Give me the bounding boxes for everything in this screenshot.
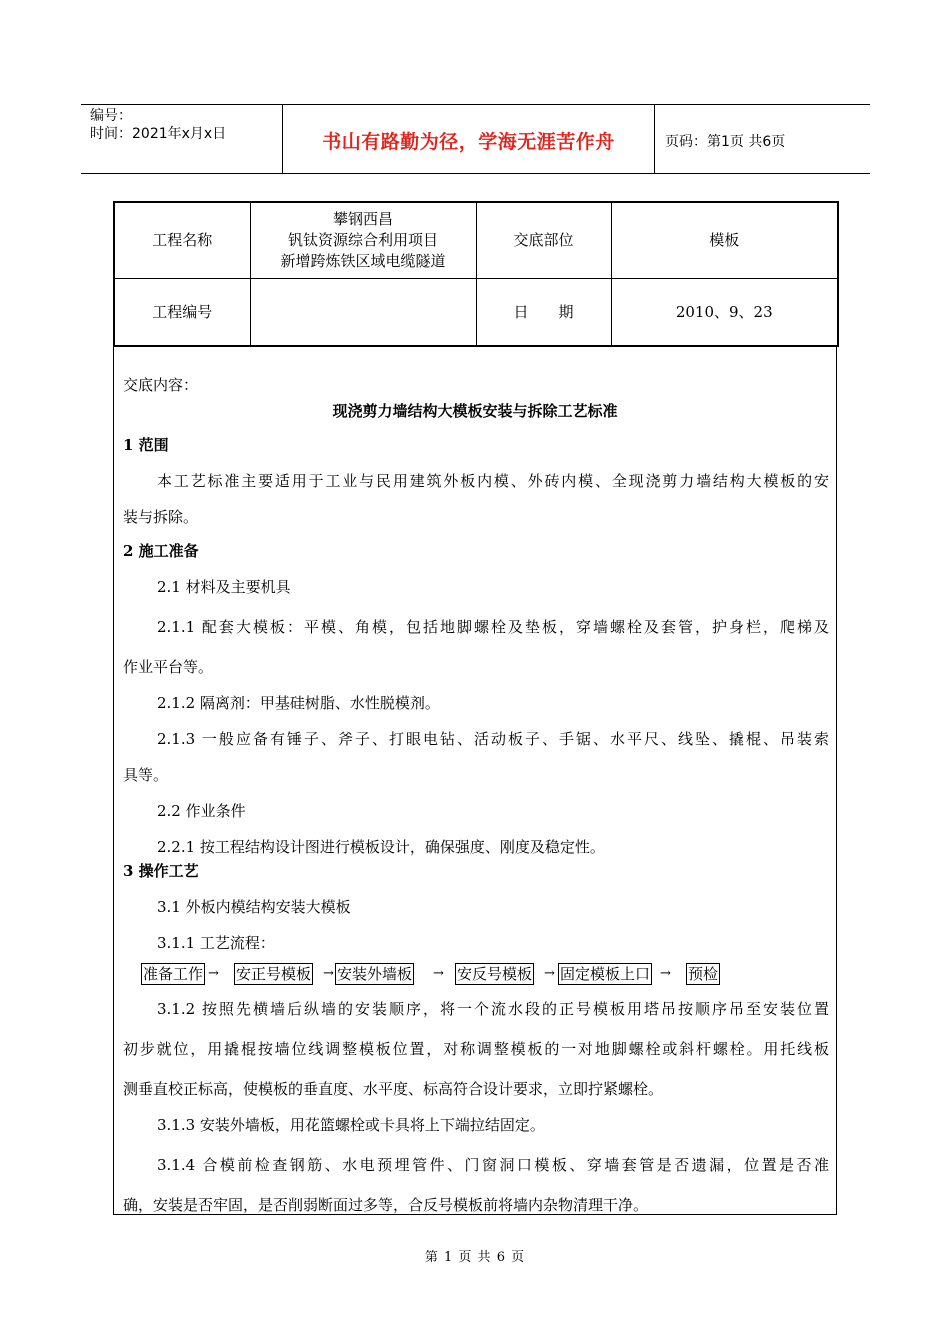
arrow-right-icon: →	[660, 966, 671, 981]
flow-step: 准备工作	[143, 965, 204, 983]
subsection-heading: 3.1 外板内模结构安装大模板	[157, 898, 351, 916]
project-name-value	[250, 202, 476, 279]
project-name-line: 攀钢西昌	[332, 210, 393, 228]
header-meta	[90, 107, 226, 143]
section-heading: 1 范围	[123, 436, 169, 454]
paragraph-line: 2.1.1 配套大模板：平模、角模，包括地脚螺栓及垫板，穿墙螺栓及套管，护身栏，爬梯及	[157, 618, 829, 636]
paragraph-line: 3.1.4 合模前检查钢筋、水电预埋管件、门窗洞口模板、穿墙套管是否遗漏，位置是否准	[157, 1156, 829, 1174]
table-row	[114, 202, 838, 279]
paragraph-line: 确，安装是否牢固，是否削弱断面过多等，合反号模板前将墙内杂物清理干净。	[123, 1196, 649, 1214]
paragraph-line: 3.1.2 按照先横墙后纵墙的安装顺序，将一个流水段的正号模板用塔吊按顺序吊至安装位置	[157, 1000, 829, 1018]
section-1	[123, 427, 829, 535]
paragraph-line: 2.1.3 一般应备有锤子、斧子、打眼电钻、活动板子、手锯、水平尺、线坠、撬棍、吊装索	[157, 730, 829, 748]
section-3	[123, 853, 829, 961]
document-number-label: 编号：	[90, 108, 132, 124]
handover-content-box	[113, 347, 837, 1215]
subsection-heading: 2.1 材料及主要机具	[157, 578, 291, 596]
section-3-body	[123, 991, 829, 1223]
section-2-body	[123, 569, 829, 865]
flow-step: 安装外墙板	[337, 965, 413, 983]
project-no-label: 工程编号	[114, 279, 250, 347]
section-2	[123, 533, 829, 569]
flow-step: 安反号模板	[457, 965, 533, 983]
project-name-line: 新增跨炼铁区域电缆隧道	[280, 252, 446, 270]
handover-part-value: 模板	[611, 202, 838, 279]
date-label: 日 期	[476, 279, 611, 347]
paragraph-line: 2.1.2 隔离剂：甲基硅树脂、水性脱模剂。	[157, 694, 440, 712]
intro-label: 交底内容：	[123, 376, 199, 394]
date-value: 2010、9、23	[611, 279, 838, 347]
paragraph-line: 3.1.3 安装外墙板，用花篮螺栓或卡具将上下端拉结固定。	[157, 1116, 545, 1134]
flow-step: 安正号模板	[236, 965, 312, 983]
arrow-right-icon: →	[323, 966, 334, 981]
header-page-info: 页码：第1页 共6页	[665, 134, 786, 150]
section-heading: 3 操作工艺	[123, 862, 199, 880]
paragraph-line: 具等。	[123, 766, 169, 784]
paragraph-line: 装与拆除。	[123, 508, 199, 526]
flow-step: 固定模板上口	[560, 965, 651, 983]
table-row	[114, 279, 838, 347]
document-title: 现浇剪力墙结构大模板安装与拆除工艺标准	[332, 402, 618, 420]
arrow-right-icon: →	[433, 966, 444, 981]
paragraph-line: 2.2.1 按工程结构设计图进行模板设计，确保强度、刚度及稳定性。	[157, 838, 605, 856]
arrow-right-icon: →	[544, 966, 555, 981]
document-time-label: 时间：2021年x月x日	[90, 126, 227, 142]
section-heading: 2 施工准备	[123, 542, 199, 560]
paragraph-line: 作业平台等。	[123, 658, 214, 676]
project-no-value	[250, 279, 476, 347]
paragraph-line: 本工艺标准主要适用于工业与民用建筑外板内模、外砖内模、全现浇剪力墙结构大模板的安	[157, 472, 829, 490]
header-divider	[654, 105, 655, 173]
arrow-right-icon: →	[208, 966, 219, 981]
handover-part-label: 交底部位	[476, 202, 611, 279]
flow-step: 预检	[688, 965, 719, 983]
page-header	[81, 104, 870, 174]
project-name-label: 工程名称	[114, 202, 250, 279]
page-footer: 第 1 页 共 6 页	[424, 1250, 526, 1265]
paragraph-line: 初步就位，用撬棍按墙位线调整模板位置，对称调整模板的一对地脚螺栓或斜杆螺栓。用托线板	[123, 1040, 829, 1058]
document-title-block	[114, 393, 836, 429]
paragraph-line: 3.1.1 工艺流程：	[157, 934, 275, 952]
header-slogan: 书山有路勤为径，学海无涯苦作舟	[322, 131, 615, 153]
project-info-table	[113, 201, 839, 347]
paragraph-line: 测垂直校正标高，使模板的垂直度、水平度、标高符合设计要求，立即拧紧螺栓。	[123, 1080, 664, 1098]
subsection-heading: 2.2 作业条件	[157, 802, 246, 820]
project-name-line: 钒钛资源综合利用项目	[287, 231, 438, 249]
